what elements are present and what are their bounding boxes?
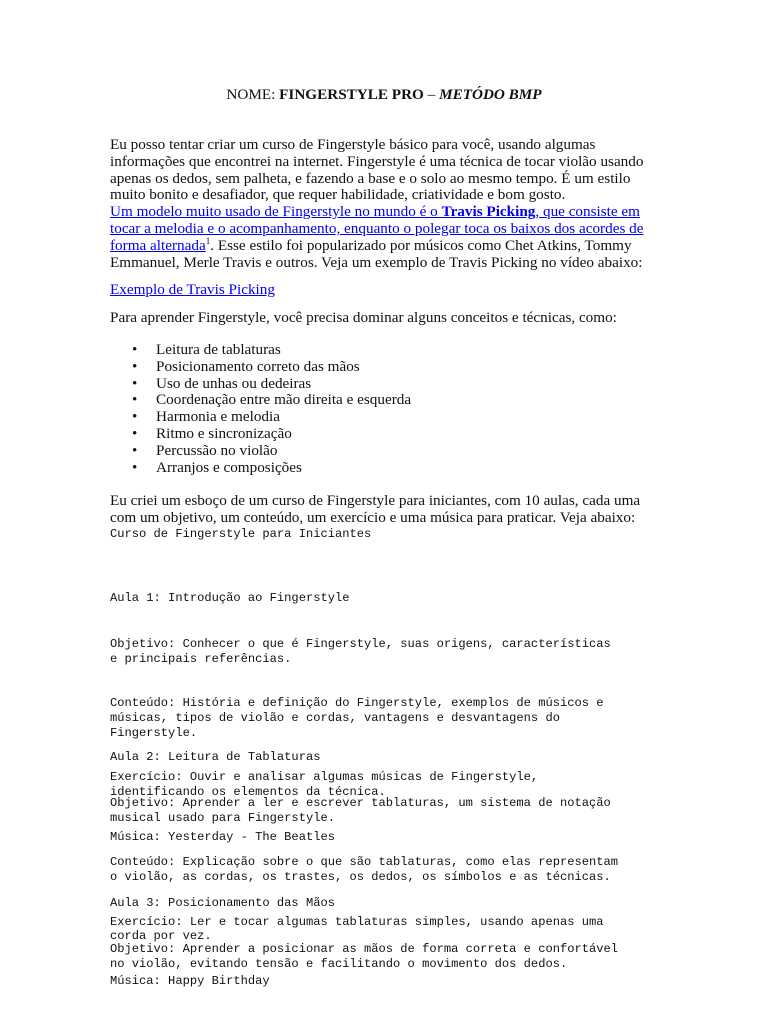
- travis-picking-link-line3[interactable]: forma alternada: [110, 236, 206, 254]
- lesson-title: Aula 3: Posicionamento das Mãos: [110, 896, 335, 911]
- example-link-line: [110, 282, 275, 299]
- travis-picking-link-line1[interactable]: Um modelo muito usado de Fingerstyle no mundo é o Travis Picking, que consiste em: [110, 203, 640, 221]
- list-item: • Coordenação entre mão direita e esquerda: [110, 392, 411, 409]
- list-item: • Leitura de tablaturas: [110, 342, 411, 359]
- lesson-title: Aula 1: Introdução ao Fingerstyle: [110, 591, 350, 606]
- list-item: • Harmonia e melodia: [110, 409, 411, 426]
- concepts-list: [110, 342, 411, 476]
- outline-intro: Eu criei um esboço de um curso de Fingerstyle para iniciantes, com 10 aulas, cada uma com um objetivo, um conteúdo, um exercício e uma música para praticar. Veja abaixo:: [110, 492, 641, 526]
- travis-picking-link-line2[interactable]: tocar a melodia e o acompanhamento, enquanto o polegar toca os baixos dos acordes de: [110, 219, 644, 237]
- lesson-3: Aula 3: Posicionamento das Mãos Objetivo: Aprender a posicionar as mãos de forma correta e confortável no violão, evitando tensão e facilitando o movimento dos dedos.: [110, 896, 619, 971]
- list-item: • Posicionamento correto das mãos: [110, 359, 411, 376]
- list-item: • Arranjos e composições: [110, 460, 411, 477]
- footnote-marker[interactable]: 1: [205, 235, 211, 246]
- list-item: • Ritmo e sincronização: [110, 426, 411, 443]
- concepts-intro: Para aprender Fingerstyle, você precisa dominar alguns conceitos e técnicas, como:: [110, 309, 617, 326]
- lesson-2: Aula 2: Leitura de Tablaturas Objetivo: Aprender a ler e escrever tablaturas, um sistema de notação musical usado para Fingerstyle. Conteúdo: Explicação sobre o que são tablaturas, como elas representam o violão, as cordas, os trastes, os dedos, os símbolos e as técnicas. Exercício: Ler e tocar algumas tablaturas simples, usando apenas uma corda por vez. Música: Happy Birthday: [110, 750, 619, 989]
- intro-paragraph: Eu posso tentar criar um curso de Fingerstyle básico para você, usando algumas informações que encontrei na internet. Fingerstyle é uma técnica de tocar violão usando apenas os dedos, sem palheta, e fazendo a base e o solo ao mesmo tempo. É um estilo muito bonito e desafiador, que requer habilidade, criatividade e bom gosto. Um modelo muito usado de Fingerstyle no mundo é o Travis Picking, que consiste em tocar a melodia e o acompanhamento, enquanto o polegar toca os baixos dos acordes de forma alternada$^1$. Esse estilo foi popularizado por músicos como Chet Atkins, Tommy Emmanuel, Merle Travis e outros. Veja um exemplo de Travis Picking no vídeo abaixo:: [110, 136, 644, 271]
- page-title: NOME: FINGERSTYLE PRO – METÓDO BMP: [226, 86, 542, 103]
- list-item: • Uso de unhas ou dedeiras: [110, 376, 411, 393]
- course-title: Curso de Fingerstyle para Iniciantes: [110, 527, 372, 541]
- list-item: • Percussão no violão: [110, 443, 411, 460]
- lesson-title: Aula 2: Leitura de Tablaturas: [110, 750, 321, 765]
- lesson-1: Aula 1: Introdução ao Fingerstyle Objetivo: Conhecer o que é Fingerstyle, suas origens, características e principais referências. Conteúdo: História e definição do Fingerstyle, exemplos de músicos e músicas, tipos de violão e cordas, vantagens e desvantagens do Fingerstyle. Exercício: Ouvir e analisar algumas músicas de Fingerstyle, identificando os elementos da técnica. Música: Yesterday - The Beatles: [110, 591, 611, 844]
- example-travis-picking-link[interactable]: Exemplo de Travis Picking: [110, 281, 275, 298]
